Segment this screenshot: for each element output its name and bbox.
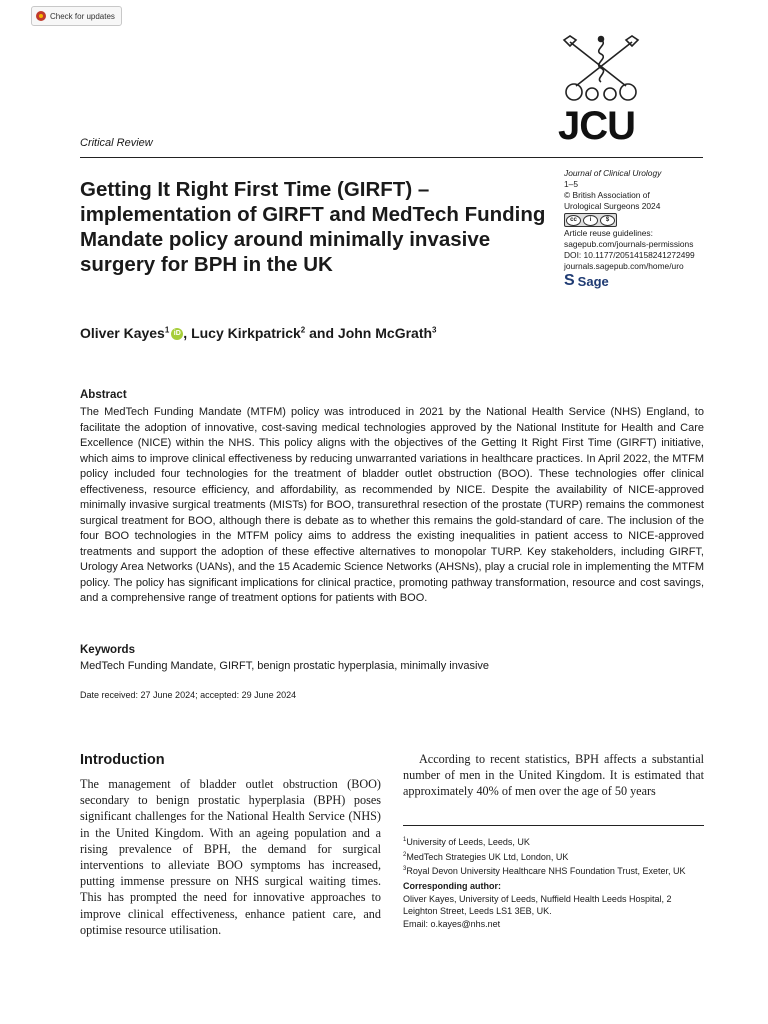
noncommercial-icon: $ <box>600 215 615 226</box>
sage-s-icon: S <box>564 272 575 289</box>
affiliation: $^2$MedTech Strategies UK Ltd, London, UK <box>403 851 569 862</box>
doi[interactable]: DOI: 10.1177/20514158241272499 <box>564 250 695 260</box>
corresponding-author-email[interactable]: Email: o.kayes@nhs.net <box>403 918 501 929</box>
author-affiliation-sup: 3 <box>432 325 437 335</box>
introduction-body: The management of bladder outlet obstruction (BOO) secondary to benign prostatic hyperplasia (BPH) poses significant challenges for the National Health Service (NHS) in the United Kingdom. With an ageing population and a rising prevalence of BPH, the demand for surgical interventions to alleviate BOO symptoms has increased, putting immense pressure on NHS surgical waiting times. This has prompted the need for innovative approaches to improve clinical effectiveness, enhance patient care, and optimise resource utilisation. <box>80 777 381 937</box>
author-name: Oliver Kayes <box>80 325 165 341</box>
footnote-rule <box>403 825 704 826</box>
corresponding-author-line: Leighton Street, Leeds LS1 3EB, UK. <box>403 906 552 916</box>
copyright-line-1: © British Association of <box>564 190 650 200</box>
affiliations <box>403 834 713 878</box>
corresponding-author-line: Oliver Kayes, University of Leeds, Nuffield Health Leeds Hospital, 2 <box>403 893 672 904</box>
corresponding-author <box>403 880 703 930</box>
cc-icon: cc <box>566 215 581 226</box>
page-range: 1–5 <box>564 179 578 189</box>
date-received: Date received: 27 June 2024; accepted: 29 June 2024 <box>80 690 297 700</box>
article-type-label: Critical Review <box>80 137 153 149</box>
keys-serpent-icon <box>556 34 646 106</box>
creative-commons-badge[interactable] <box>564 213 617 227</box>
copyright-line-2: Urological Surgeons 2024 <box>564 201 661 211</box>
author-affiliation-sup: 1 <box>164 325 170 335</box>
check-for-updates-button[interactable] <box>31 6 122 26</box>
affiliation: $^3$Royal Devon University Healthcare NHS Foundation Trust, Exeter, UK <box>403 866 686 876</box>
introduction-heading: Introduction <box>80 752 165 768</box>
author-separator: and <box>305 325 338 341</box>
abstract-body: The MedTech Funding Mandate (MTFM) policy was introduced in 2021 by the National Health Service (NHS) England, to facilitate the adoption of innovative, cost-saving medical technologies approved by the National Institute for Health and Care Excellence (NICE) within the NHS. This policy aligns with the objectives of the Getting It Right First Time (GIRFT) initiative, which aims to improve clinical effectiveness by reducing unwarranted variations in healthcare practices. In April 2022, the MTFM policy included four technologies for the treatment of bladder outlet obstruction (BOO). These technologies offer clinical effectiveness, resource efficiency, and affordability, as recommended by NICE. Despite the availability of NICE-approved minimally invasive surgical treatments (MISTs) for BOO, transurethral resection of the prostate (TURP) remains the commonest surgical treatment for BOO, although there is debate as to whether this remains the gold-standard of care. The inclusion of the four BOO technologies in the MTFM policy aims to address the existing inequalities in patient access to NICE-approved treatments and support the adoption of these effective alternatives to monopolar TURP. Key stakeholders, including GIRFT, Urology Area Networks (UANs), and the 15 Academic Science Networks (AHSNs), play a crucial role in implementing the MTFM policy. The policy has significant implications for clinical practice, promoting pathway transformation, resource and cost savings, and a comprehensive range of treatment options for patients with BOO. <box>80 406 704 604</box>
introduction-continued: According to recent statistics, BPH affects a substantial number of men in the United Kingdom. It is estimated that approximately 40% of men over the age of 50 years <box>403 752 704 799</box>
journal-name: Journal of Clinical Urology <box>564 168 662 178</box>
keywords-body: MedTech Funding Mandate, GIRFT, benign prostatic hyperplasia, minimally invasive <box>80 660 490 672</box>
journal-logo-text: JCU <box>558 104 636 148</box>
affiliation: $^1$University of Leeds, Leeds, UK <box>403 837 530 847</box>
author-separator: , <box>183 325 192 341</box>
author-list <box>80 325 437 341</box>
reuse-guidelines-label: Article reuse guidelines: <box>564 228 653 238</box>
reuse-guidelines-link[interactable]: sagepub.com/journals-permissions <box>564 239 694 249</box>
check-for-updates-label: Check for updates <box>50 11 115 21</box>
publisher-logo <box>564 272 609 290</box>
article-title: Getting It Right First Time (GIRFT) – implementation of GIRFT and MedTech Funding Mandate policy around minimally invasive surgery for BPH in the UK <box>80 178 546 276</box>
abstract-heading: Abstract <box>80 389 127 401</box>
crossmark-icon <box>36 11 46 21</box>
article-meta <box>564 168 714 272</box>
header-rule <box>80 157 703 158</box>
journal-url[interactable]: journals.sagepub.com/home/uro <box>564 261 684 271</box>
author-affiliation-sup: 2 <box>300 325 306 335</box>
corresponding-author-heading: Corresponding author: <box>403 881 501 891</box>
attribution-icon: i <box>583 215 598 226</box>
journal-logo-emblem <box>556 34 646 111</box>
author-name: John McGrath <box>337 325 433 341</box>
publisher-name: Sage <box>577 273 609 289</box>
orcid-icon[interactable]: iD <box>171 328 183 340</box>
keywords-heading: Keywords <box>80 644 135 656</box>
author-name: Lucy Kirkpatrick <box>191 325 301 341</box>
